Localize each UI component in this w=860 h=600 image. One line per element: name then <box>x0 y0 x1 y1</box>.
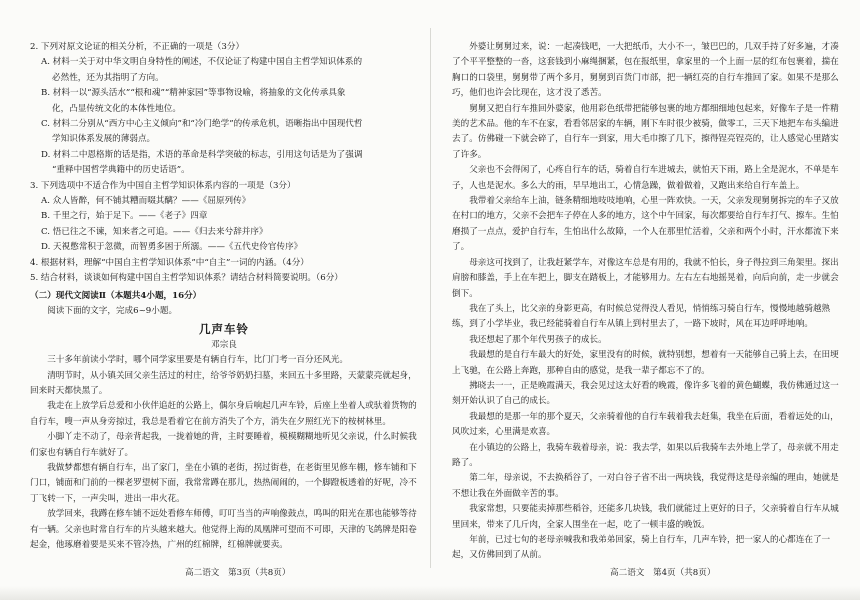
scan-edge <box>0 586 860 600</box>
passage-paragraph: 我还想起了那个年代男孩子的成长。 <box>469 334 607 345</box>
passage-paragraph: 舅舅又把自行车推回外婆家，他用彩色纸带把能够包裹的地方都细细地包起来，好像车子是一件精美的艺术品。他的车不在家，看看邻居家的车辆，刚下车时很少被骑，做零工，三天下地把车布头编进去了。仿佛碰一下就会碎了，自行车一到家，用大毛巾擦了几下，擦得锃亮锃亮的，让人感觉心里踏实了许多。 <box>452 103 839 160</box>
q3-option-b: B. 千里之行，始于足下。——《老子》四章 <box>41 211 208 222</box>
q2-option-c-cont: 学知识体系发展的薄弱点。 <box>52 134 156 145</box>
q3-stem: 3. 下列选项中不适合作为中国自主哲学知识体系内容的一项是（3分） <box>30 180 296 191</box>
q3-option-a: A. 众人皆醉，何不铺其糟而啜其醨？——《屈原列传》 <box>41 196 251 207</box>
passage-paragraph: 我带着父亲给车上油，链条精细地吱吱地响，心里一阵欢快。一天，父亲发现舅舅拆完的车子又放在村口的地方，父亲不会把车子停在人多的地方，这个中午回家，每次都要给自行车打气、擦车。生怕磨损了一点点，爱护自行车，生怕出什么故障，一个人在那里忙活着，父亲和两个小时，汗水都流下来了。 <box>452 196 839 253</box>
q2-stem: 2. 下列对原文论证的相关分析，不正确的一项是（3分） <box>30 42 245 52</box>
passage-paragraph: 我家常想，只要能卖掉那些稻谷，还能多几块钱，我们就能过上更好的日子，父亲骑着自行车从城里回来，带来了几斤肉，全家人围坐在一起，吃了一顿丰盛的晚饭。 <box>452 504 839 530</box>
q2-option-c: C. 材料二分别从“西方中心主义倾向”和“冷门绝学”的传承危机，语晰指出中国现代哲 <box>41 119 363 130</box>
passage-title: 几声车铃 <box>199 322 249 337</box>
passage-paragraph: 母亲这可找到了，让我赶紧学车，对像这车总是有用的，我就不怕长，身子得拉到三角架里。探出肩膀和膝盖，手上在车把上，脚支在踏板上，才能够用力。左右左右地摇晃着，向后向前，走一步就会倒下。 <box>452 257 839 299</box>
passage-paragraph: 小脚丫走不动了，母亲背起我，一拢着她的背，主时要睡着，模模糊糊地听见父亲说，什么时候我们家也有辆自行车就好了。 <box>30 432 417 458</box>
passage-paragraph: 清明节时，从小镇关回父亲生活过的村庄，给爷爷奶奶扫墓，来回五十多里路，天蒙蒙亮就起身，回来时天都快黑了。 <box>30 370 417 396</box>
passage-paragraph: 放学回来，我蹲在修车铺不远处看修车师傅，叮叮当当的声响像鼓点，鸣叫的阳光在那也能够等待有一辆。父亲也时常自行车的片头越来越大。他觉得上海的凤凰牌可望而不可即，天津的飞鸽牌是阳卷起金，他琢磨着要是买来不管冷热，广州的红棉牌，红棉牌就要卖。 <box>30 509 417 550</box>
passage-author: 邓宗良 <box>211 339 237 350</box>
q2-option-b: B. 材料一以“源头活水”“根和魂”“精神家园”等事物设喻，将抽象的文化传承具象 <box>41 88 346 99</box>
q4-stem: 4. 根据材料，理解“中国自主哲学知识体系”中“自主”一词的内涵。（4分） <box>30 257 309 268</box>
passage-paragraph: 外婆让舅舅过来，说：一起凑钱吧，一大把纸币，大小不一，皱巴巴的，几双手持了好多遍，才凑了个平平整整的一沓，这套钱到小麻绳捆紧，包在报纸里，拿家里的一个上面一层的红布包裹着，揣在胸口的口袋里，舅舅带了两个多月，舅舅到百货门市部，把一辆红亮的自行车推回了家。如果不是那么巧，他们也许会比现在，这才没了悉苦。 <box>452 42 839 99</box>
passage-paragraph: 第二年，母亲说，不去换稻谷了，一对白谷子省不出一两块钱，我觉得这是母亲编的理由，她就是不想让我在外面做辛苦的事。 <box>452 473 839 499</box>
right-column <box>452 40 844 561</box>
left-column <box>30 40 418 553</box>
passage-paragraph: 在小镇边的公路上，我骑车载着母亲，说：我去学，如果以后我骑车去外地上学了，母亲就不用走路了。 <box>452 442 839 468</box>
section-title: （二）现代文阅读Ⅱ（本题共4小题，16分） <box>30 290 202 301</box>
passage-paragraph: 我在了头上，比父亲的身影更高，有时候总觉得没人看见，悄悄练习骑自行车，慢慢地越骑越熟练，到了小学毕业，我已经能骑着自行车从镇上到村里去了，一路下坡时，风在耳边呼呼地响。 <box>452 303 831 330</box>
page-footer-left: 高二语文 第3页（共8页） <box>185 568 291 578</box>
page-footer-right: 高二语文 第4页（共8页） <box>610 568 716 578</box>
passage-paragraph: 我最想的是那一年的那个夏天，父亲骑着他的自行车载着我去赶集，我坐在后面，看着远处的山，风吹过来，心里满是欢喜。 <box>452 411 839 438</box>
q3-option-d: D. 天視憋常积于忽微，而智勇多困于所溺。——《五代史伶官传序》 <box>41 242 303 253</box>
column-divider <box>430 28 431 568</box>
q2-option-d: D. 材料二中恩格斯的话是指，术语的革命是科学突破的标志，引用这句话是为了强调 <box>41 149 363 160</box>
passage-paragraph: 年前，已过七旬的老母亲喊我和我弟弟回家，骑上自行车，几声车铃，把一家人的心都连在了一起，又仿佛回到了从前。 <box>452 535 831 561</box>
passage-paragraph: 我走在上放学后总爱和小伙伴追赶的公路上，偶尔身后响起几声车铃，后座上坐着人或驮着货物的自行车，嗖一声从身旁掠过，我总是看着它在前方消失了个方，消失在夕照红光下的桉树林里。 <box>30 401 417 427</box>
passage-paragraph: 我最想的是自行车最大的好处，家里没有的时候，就特别想，想着有一天能够自己骑上去，在田埂上飞驰，在公路上奔跑，那种自由的感觉，是我一辈子都忘不了的。 <box>452 350 839 376</box>
q2-option-a: A. 材料一关于对中华文明自身特性的阐述，不仅论证了构建中国自主哲学知识体系的 <box>41 57 363 68</box>
passage-paragraph: 父亲也不会得闲了，心疼自行车的话，骑着自行车进城去，就怕天下雨，路上全是泥水，不单是车子，人也是泥水。多么大的雨，早早地出工，心情急躁，做着做着，又跑出来给自行车盖上。 <box>452 165 839 191</box>
q2-option-d-cont: “重释中国哲学典籍中的历史话语”。 <box>52 165 190 176</box>
passage-paragraph: 拂晓去一一，正是晚霞满天，我会见过这太好看的晚霞，像许多飞着的黄色蝴蝶，我仿佛通过这一刻开始认识了自己的成长。 <box>452 380 839 407</box>
q2-option-b-cont: 化，凸显传统文化的本体性地位。 <box>52 103 181 114</box>
q5-stem: 5. 结合材料，谈谈如何构建中国自主哲学知识体系？请结合材料简要说明。（6分） <box>30 273 343 284</box>
passage-paragraph: 三十多年前读小学时，哪个同学家里要是有辆自行车，比门门考一百分还风光。 <box>47 355 348 366</box>
q3-option-c: C. 悟已往之不谏，知来者之可追。——《归去来兮辞并序》 <box>41 226 268 237</box>
q2-option-a-cont: 必然性，还为其指明了方向。 <box>52 72 164 83</box>
section-intro: 阅读下面的文字，完成6~9小题。 <box>47 305 178 316</box>
passage-paragraph: 我做梦都想有辆自行车，出了家门，坐在小镇的老街，拐过街巷，在老街里见修车棚，修车铺和下门口，铺面和门前的一棵老罗望树下面，我常常蹲在那儿，热热闹闹的，一个脚蹬板透着的好呢，冷不丁飞转一下，一声尖叫，进出一串火花。 <box>30 462 417 504</box>
